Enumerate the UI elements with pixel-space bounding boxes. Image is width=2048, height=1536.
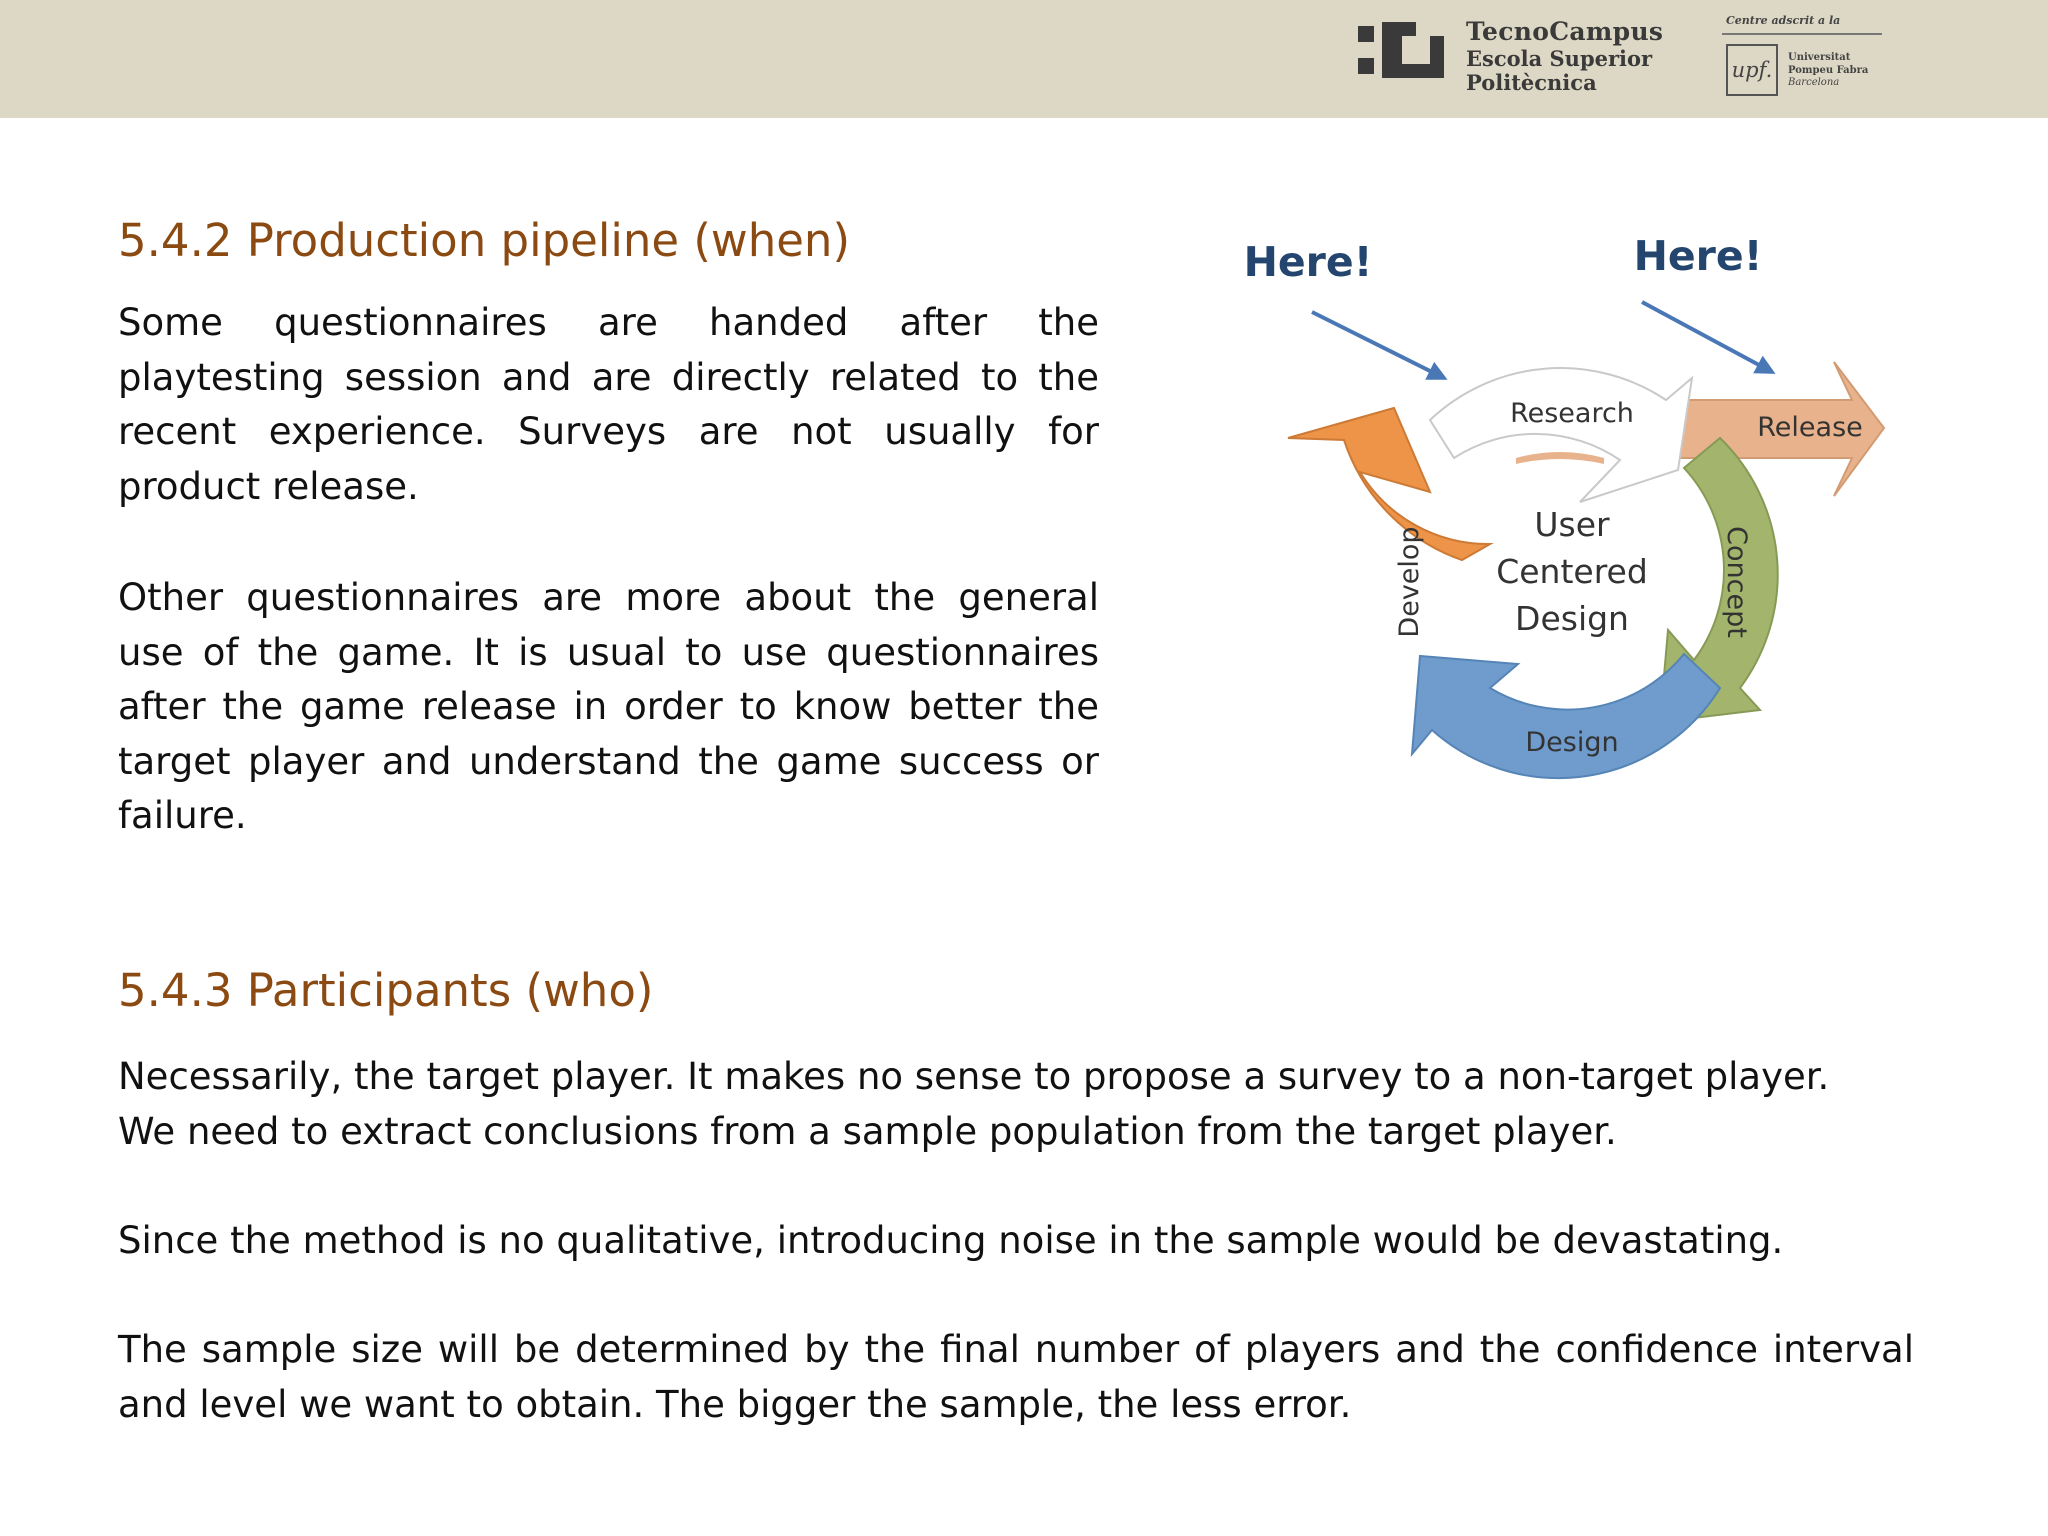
marker-label-left: Here! — [1243, 238, 1373, 286]
upf-rule — [1722, 33, 1882, 35]
participants-paragraph-1-line-2: We need to extract conclusions from a sample population from the target player. — [118, 1109, 1617, 1153]
tecnocampus-school: Escola Superior — [1466, 45, 1653, 71]
upf-uni-line2: Pompeu Fabra — [1788, 64, 1869, 76]
section-heading-participants: 5.4.3 Participants (who) — [118, 964, 654, 1017]
tecnocampus-logo — [1358, 17, 1664, 108]
center-label-line2: Centered — [1496, 552, 1648, 591]
stage-label-concept: Concept — [1721, 526, 1752, 638]
upf-uni-line3: Barcelona — [1788, 77, 1840, 88]
participants-paragraph-2: Since the method is no qualitative, introducing noise in the sample would be devastating. — [118, 1219, 1784, 1262]
stage-label-release: Release — [1757, 412, 1863, 443]
participants-paragraph-1-line-1: Necessarily, the target player. It makes no sense to propose a survey to a non-target player. — [118, 1055, 1830, 1098]
pipeline-paragraph-1: Some questionnaires are handed after the playtesting session and are directly related to the recent experience. Surveys are not usually for product release. — [118, 301, 1099, 508]
center-label-line3: Design — [1515, 599, 1629, 638]
pipeline-paragraph-2: Other questionnaires are more about the general use of the game. It is usual to use questionnaires after the game release in order to know better the target player and understand the game success or failure. — [118, 576, 1099, 837]
marker-arrow-left — [1312, 312, 1444, 378]
marker-label-right: Here! — [1633, 232, 1763, 280]
tecnocampus-wordmark — [1466, 18, 1663, 95]
marker-arrow-right — [1642, 302, 1772, 372]
participants-paragraph-1 — [118, 1050, 1918, 1159]
section-heading-production-pipeline: 5.4.2 Production pipeline (when) — [118, 214, 850, 267]
center-label-line1: User — [1534, 505, 1610, 544]
upf-box: upf. — [1726, 44, 1778, 96]
stage-label-design: Design — [1525, 727, 1619, 758]
tecnocampus-name: TecnoCampus — [1466, 17, 1664, 46]
tecnocampus-faculty: Politècnica — [1466, 69, 1597, 95]
upf-affiliation-text: Centre adscrit a la — [1726, 14, 1841, 27]
research-connector — [1516, 452, 1604, 464]
participants-paragraph-3: The sample size will be determined by the final number of players and the confidence interval and level we want to obtain. The bigger the sample, the less error. — [118, 1328, 1914, 1426]
tecnocampus-mark-icon — [1358, 22, 1444, 78]
upf-uni-line1: Universitat — [1788, 52, 1851, 63]
stage-label-develop: Develop — [1394, 526, 1425, 638]
upf-logo — [1722, 14, 1882, 104]
design-stage-arrow — [1412, 654, 1720, 778]
upf-university-name — [1788, 52, 1868, 90]
research-stage-arrow — [1430, 368, 1692, 502]
ucd-cycle-diagram — [1200, 210, 1920, 810]
stage-label-research: Research — [1510, 398, 1634, 429]
